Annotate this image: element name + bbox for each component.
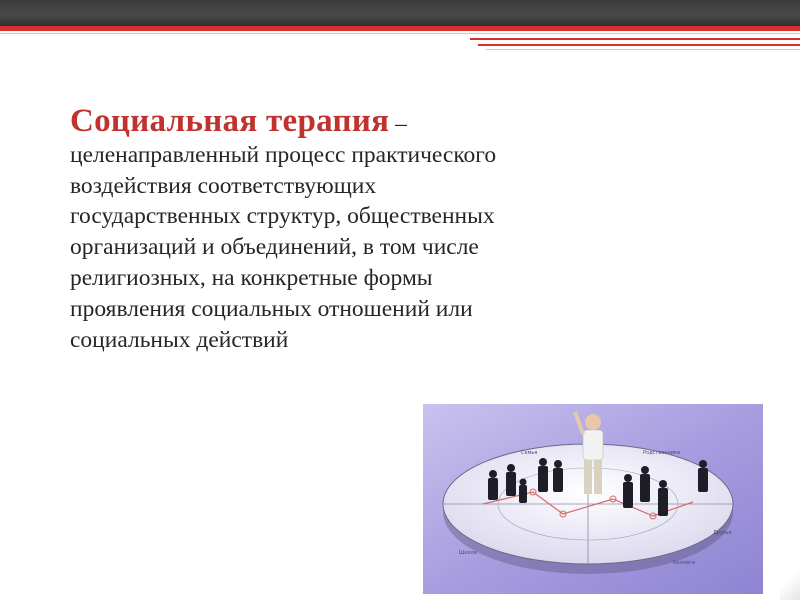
header-band — [0, 0, 800, 26]
definition-line: социальных действий — [70, 326, 289, 353]
header-red-stripe — [0, 26, 800, 31]
social-platform-illustration — [423, 404, 763, 594]
definition-text — [70, 103, 730, 355]
header-red-accent-1 — [470, 38, 800, 40]
header-red-accent-2 — [478, 44, 800, 46]
term-heading: Социальная терапия — [70, 103, 390, 139]
page-corner-shadow — [780, 560, 800, 600]
definition-line: целенаправленный процесс практического — [70, 141, 497, 168]
platform-label-school: Школа — [459, 550, 477, 556]
platform-label-colleagues: Коллеги — [673, 560, 695, 566]
definition-line: организаций и объединений, в том числе — [70, 234, 479, 261]
platform-label-relatives: Родственники — [643, 450, 681, 456]
definition-line: проявления социальных отношений или — [70, 295, 473, 322]
platform-label-friends: Друзья — [713, 530, 732, 536]
platform-label-family: Семья — [521, 450, 538, 456]
definition-line: религиозных, на конкретные формы — [70, 264, 433, 291]
term-dash: – — [395, 111, 407, 137]
definition-line: воздействия соответствующих — [70, 172, 377, 199]
definition-line: государственных структур, общественных — [70, 203, 495, 230]
header-grey-line — [0, 33, 800, 34]
header-grey-accent — [486, 49, 800, 50]
